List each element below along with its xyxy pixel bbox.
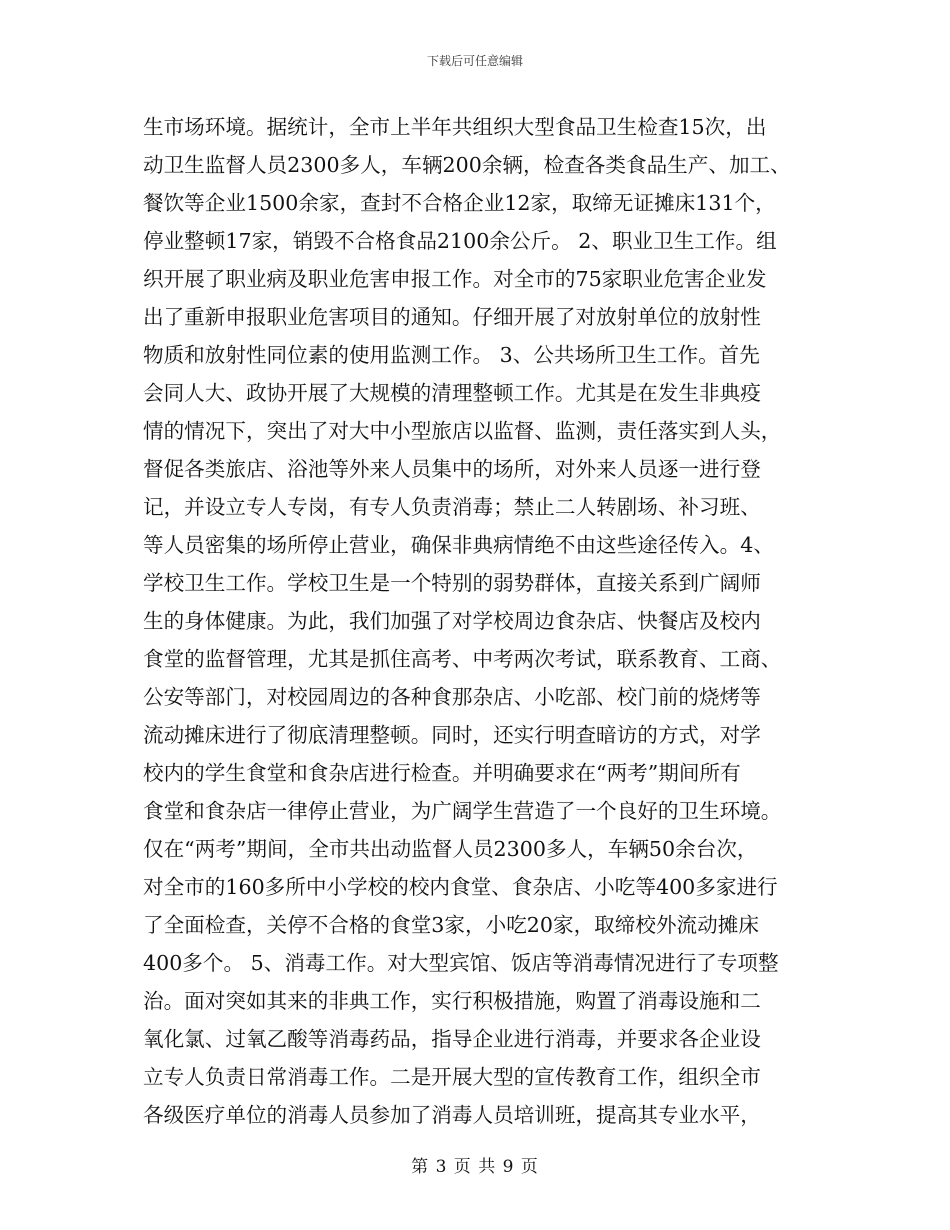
- body-line: 织开展了职业病及职业危害申报工作。对全市的75家职业危害企业发: [143, 267, 767, 291]
- body-line: 公安等部门，对校园周边的各种食那杂店、小吃部、校门前的烧烤等: [143, 685, 761, 709]
- body-line: 出了重新申报职业危害项目的通知。仔细开展了对放射单位的放射性: [143, 305, 761, 329]
- body-line: 会同人大、政协开展了大规模的清理整顿工作。尤其是在发生非典疫: [143, 381, 761, 405]
- body-line: 停业整顿17家，销毁不合格食品2100余公斤。 2、职业卫生工作。组: [143, 229, 777, 253]
- body-line: 学校卫生工作。学校卫生是一个特别的弱势群体，直接关系到广阔师: [143, 571, 761, 595]
- body-line: 校内的学生食堂和食杂店进行检查。并明确要求在“两考”期间所有: [143, 761, 741, 785]
- page-number-footer: 第 3 页 共 9 页: [411, 1157, 539, 1177]
- body-line: 情的情况下，突出了对大中小型旅店以监督、监测，责任落实到人头，: [143, 419, 782, 443]
- body-line: 生的身体健康。为此，我们加强了对学校周边食杂店、快餐店及校内: [143, 609, 761, 633]
- body-line: 对全市的160多所中小学校的校内食堂、食杂店、小吃等400多家进行: [143, 875, 778, 899]
- body-line: 氧化氯、过氧乙酸等消毒药品，指导企业进行消毒，并要求各企业设: [143, 1027, 761, 1051]
- body-line: 生市场环境。据统计，全市上半年共组织大型食品卫生检查15次，出: [143, 115, 767, 139]
- body-line: 仅在“两考”期间，全市共出动监督人员2300多人，车辆50余台次，: [143, 837, 758, 861]
- body-line: 400多个。 5、消毒工作。对大型宾馆、饭店等消毒情况进行了专项整: [143, 951, 779, 975]
- body-line: 了全面检查，关停不合格的食堂3家，小吃20家，取缔校外流动摊床: [143, 913, 759, 937]
- body-line: 流动摊床进行了彻底清理整顿。同时，还实行明查暗访的方式，对学: [143, 723, 761, 747]
- body-line: 记，并设立专人专岗，有专人负责消毒；禁止二人转剧场、补习班、: [143, 495, 761, 519]
- body-line: 食堂和食杂店一律停止营业，为广阔学生营造了一个良好的卫生环境。: [143, 799, 782, 823]
- body-line: 等人员密集的场所停止营业，确保非典病情绝不由这些途径传入。4、: [143, 533, 774, 557]
- body-line: 立专人负责日常消毒工作。二是开展大型的宣传教育工作，组织全市: [143, 1065, 761, 1089]
- body-line: 餐饮等企业1500余家，查封不合格企业12家，取缔无证摊床131个，: [143, 191, 776, 215]
- body-line: 物质和放射性同位素的使用监测工作。 3、公共场所卫生工作。首先: [143, 343, 760, 367]
- page-header-note: 下载后可任意编辑: [426, 54, 523, 68]
- body-line: 食堂的监督管理，尤其是抓住高考、中考两次考试，联系教育、工商、: [143, 647, 782, 671]
- body-line: 各级医疗单位的消毒人员参加了消毒人员培训班，提高其专业水平，: [143, 1103, 761, 1127]
- body-line: 动卫生监督人员2300多人，车辆200余辆，检查各类食品生产、加工、: [143, 153, 791, 177]
- body-line: 督促各类旅店、浴池等外来人员集中的场所，对外来人员逐一进行登: [143, 457, 761, 481]
- document-body: [143, 108, 811, 1134]
- body-line: 治。面对突如其来的非典工作，实行积极措施，购置了消毒设施和二: [143, 989, 761, 1013]
